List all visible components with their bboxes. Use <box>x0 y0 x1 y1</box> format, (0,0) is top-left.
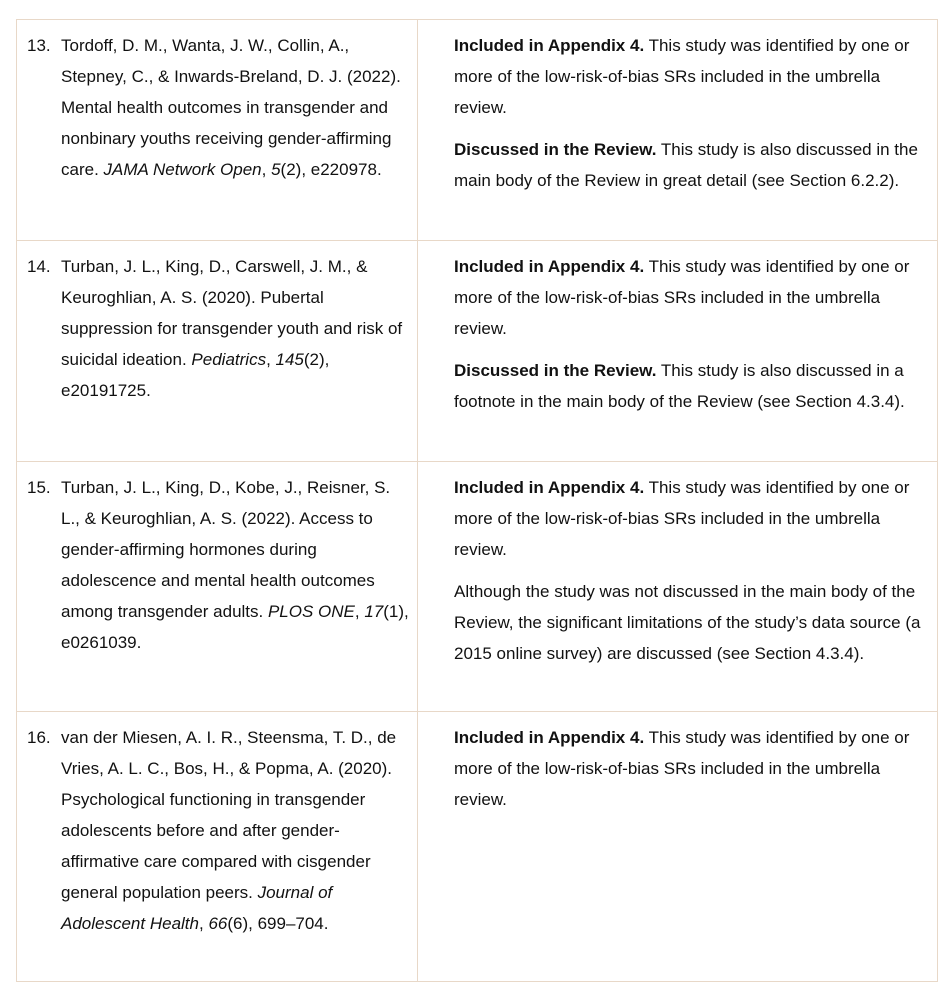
reference-number: 15. <box>27 478 51 497</box>
status-text: This study is also discussed in a footnote in the main body of the Review (see Section 4.3.4). <box>454 361 905 411</box>
status-text: This study is also discussed in the main body of the Review in great detail (see Section 6.2.2). <box>454 140 918 190</box>
journal-volume: 17 <box>364 602 384 621</box>
status-lead: Included in Appendix 4. <box>454 257 645 276</box>
table-row <box>17 462 938 712</box>
reference-citation <box>61 30 409 185</box>
status-paragraph <box>454 355 925 417</box>
table-row <box>17 241 938 462</box>
citation-text: Turban, J. L., King, D., Kobe, J., Reisner, S. L., & Keuroghlian, A. S. (2022). Access to gender-affirming hormones during adolescence and mental health outcomes among transgender adults. <box>61 478 391 621</box>
reference-number: 13. <box>27 36 51 55</box>
citation-issue-pages: (6), 699–704. <box>227 914 329 933</box>
status-text: This study was identified by one or more of the low-risk-of-bias SRs included in the umbrella review. <box>454 728 910 809</box>
citation-issue-pages: (2), e20191725. <box>61 350 330 400</box>
table-row <box>17 712 938 982</box>
citation-separator: , <box>354 602 365 621</box>
citation-text: Turban, J. L., King, D., Carswell, J. M., & Keuroghlian, A. S. (2020). Pubertal suppression for transgender youth and risk of suicidal ideation. <box>61 257 403 369</box>
references-table <box>16 19 938 982</box>
status-lead: Discussed in the Review. <box>454 140 657 159</box>
journal-name: Journal of Adolescent Health <box>61 883 333 933</box>
status-text: This study was identified by one or more of the low-risk-of-bias SRs included in the umbrella review. <box>454 478 910 559</box>
status-paragraph <box>454 722 925 815</box>
reference-number: 16. <box>27 728 51 747</box>
status-text: Although the study was not discussed in the main body of the Review, the significant limitations of the study’s data source (a 2015 online survey) are discussed (see Section 4.3.4). <box>454 582 921 663</box>
reference-cell <box>17 241 418 462</box>
reference-citation <box>61 722 409 939</box>
reference-citation <box>61 251 409 406</box>
status-cell <box>418 20 938 241</box>
table-row <box>17 20 938 241</box>
reference-entry <box>27 472 409 658</box>
reference-number: 14. <box>27 257 51 276</box>
status-paragraph <box>454 251 925 344</box>
status-lead: Included in Appendix 4. <box>454 478 645 497</box>
journal-name: PLOS ONE <box>267 602 355 621</box>
status-text: This study was identified by one or more of the low-risk-of-bias SRs included in the umbrella review. <box>454 36 910 117</box>
journal-volume: 66 <box>208 914 228 933</box>
status-paragraph <box>454 472 925 565</box>
status-lead: Included in Appendix 4. <box>454 36 645 55</box>
status-cell <box>418 462 938 712</box>
citation-separator: , <box>198 914 209 933</box>
citation-text: Tordoff, D. M., Wanta, J. W., Collin, A., Stepney, C., & Inwards-Breland, D. J. (2022). Mental health outcomes in transgender and nonbinary youths receiving gender-affirming care. <box>61 36 401 179</box>
reference-cell <box>17 712 418 982</box>
status-text: This study was identified by one or more of the low-risk-of-bias SRs included in the umbrella review. <box>454 257 910 338</box>
citation-text: van der Miesen, A. I. R., Steensma, T. D., de Vries, A. L. C., Bos, H., & Popma, A. (2020). Psychological functioning in transgender adolescents before and after gender-affirmative care compared with cisgender general population peers. <box>61 728 397 902</box>
citation-separator: , <box>266 350 276 369</box>
status-cell <box>418 241 938 462</box>
status-cell <box>418 712 938 982</box>
journal-volume: 5 <box>271 160 281 179</box>
reference-citation <box>61 472 409 658</box>
reference-entry <box>27 251 409 406</box>
citation-separator: , <box>261 160 272 179</box>
status-lead: Included in Appendix 4. <box>454 728 645 747</box>
journal-name: JAMA Network Open <box>103 160 262 179</box>
citation-issue-pages: (1), e0261039. <box>61 602 409 652</box>
journal-name: Pediatrics <box>191 350 267 369</box>
reference-entry <box>27 30 409 185</box>
status-paragraph <box>454 576 925 669</box>
status-paragraph <box>454 134 925 196</box>
reference-cell <box>17 20 418 241</box>
reference-cell <box>17 462 418 712</box>
status-lead: Discussed in the Review. <box>454 361 657 380</box>
status-paragraph <box>454 30 925 123</box>
citation-issue-pages: (2), e220978. <box>280 160 382 179</box>
reference-entry <box>27 722 409 939</box>
journal-volume: 145 <box>275 350 304 369</box>
